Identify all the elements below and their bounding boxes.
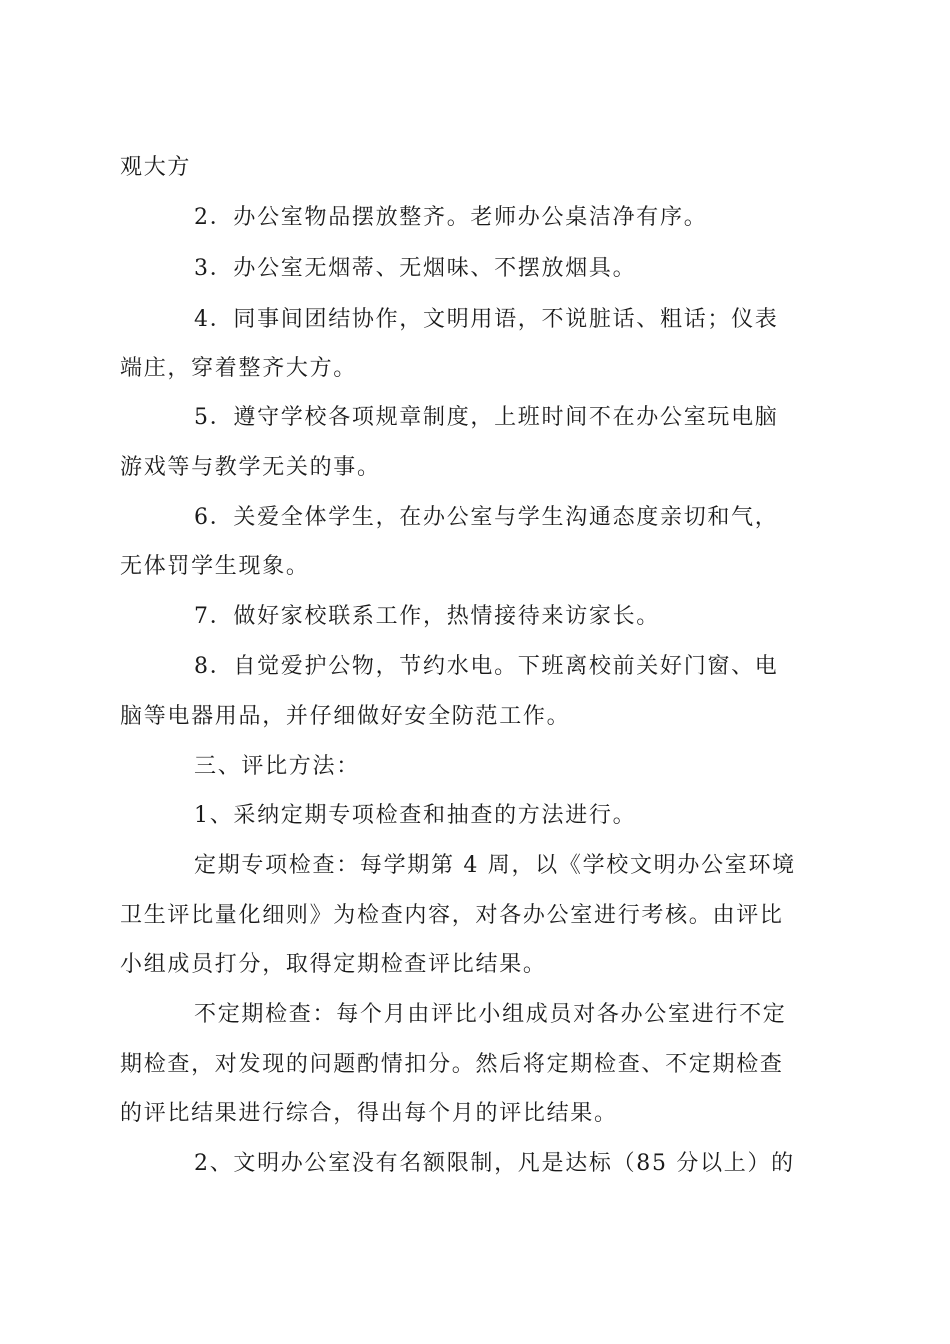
text-line: 观大方 — [120, 155, 192, 180]
list-item-5: 5．遵守学校各项规章制度，上班时间不在办公室玩电脑 — [194, 405, 779, 430]
list-item-4: 4．同事间团结协作，文明用语，不说脏话、粗话；仪表 — [194, 307, 779, 332]
text-line: 脑等电器用品，并仔细做好安全防范工作。 — [120, 704, 571, 729]
paragraph-line: 1、采纳定期专项检查和抽查的方法进行。 — [194, 803, 637, 828]
paragraph-line: 不定期检查：每个月由评比小组成员对各办公室进行不定 — [194, 1002, 787, 1027]
list-item-3: 3．办公室无烟蒂、无烟味、不摆放烟具。 — [194, 256, 637, 281]
paragraph-line: 的评比结果进行综合，得出每个月的评比结果。 — [120, 1101, 618, 1126]
section-heading: 三、评比方法： — [194, 754, 360, 779]
text-line: 端庄，穿着整齐大方。 — [120, 356, 358, 381]
paragraph-line: 2、文明办公室没有名额限制，凡是达标（85 分以上）的 — [194, 1151, 795, 1176]
paragraph-line: 期检查，对发现的问题酌情扣分。然后将定期检查、不定期检查 — [120, 1052, 784, 1077]
list-item-2: 2．办公室物品摆放整齐。老师办公桌洁净有序。 — [194, 205, 708, 230]
text-line: 无体罚学生现象。 — [120, 554, 310, 579]
text-line: 游戏等与教学无关的事。 — [120, 455, 381, 480]
list-item-6: 6．关爱全体学生，在办公室与学生沟通态度亲切和气， — [194, 505, 779, 530]
list-item-7: 7．做好家校联系工作，热情接待来访家长。 — [194, 604, 660, 629]
list-item-8: 8．自觉爱护公物，节约水电。下班离校前关好门窗、电 — [194, 654, 779, 679]
paragraph-line: 卫生评比量化细则》为检查内容，对各办公室进行考核。由评比 — [120, 903, 784, 928]
paragraph-line: 小组成员打分，取得定期检查评比结果。 — [120, 952, 547, 977]
paragraph-line: 定期专项检查：每学期第 4 周，以《学校文明办公室环境 — [194, 853, 796, 878]
